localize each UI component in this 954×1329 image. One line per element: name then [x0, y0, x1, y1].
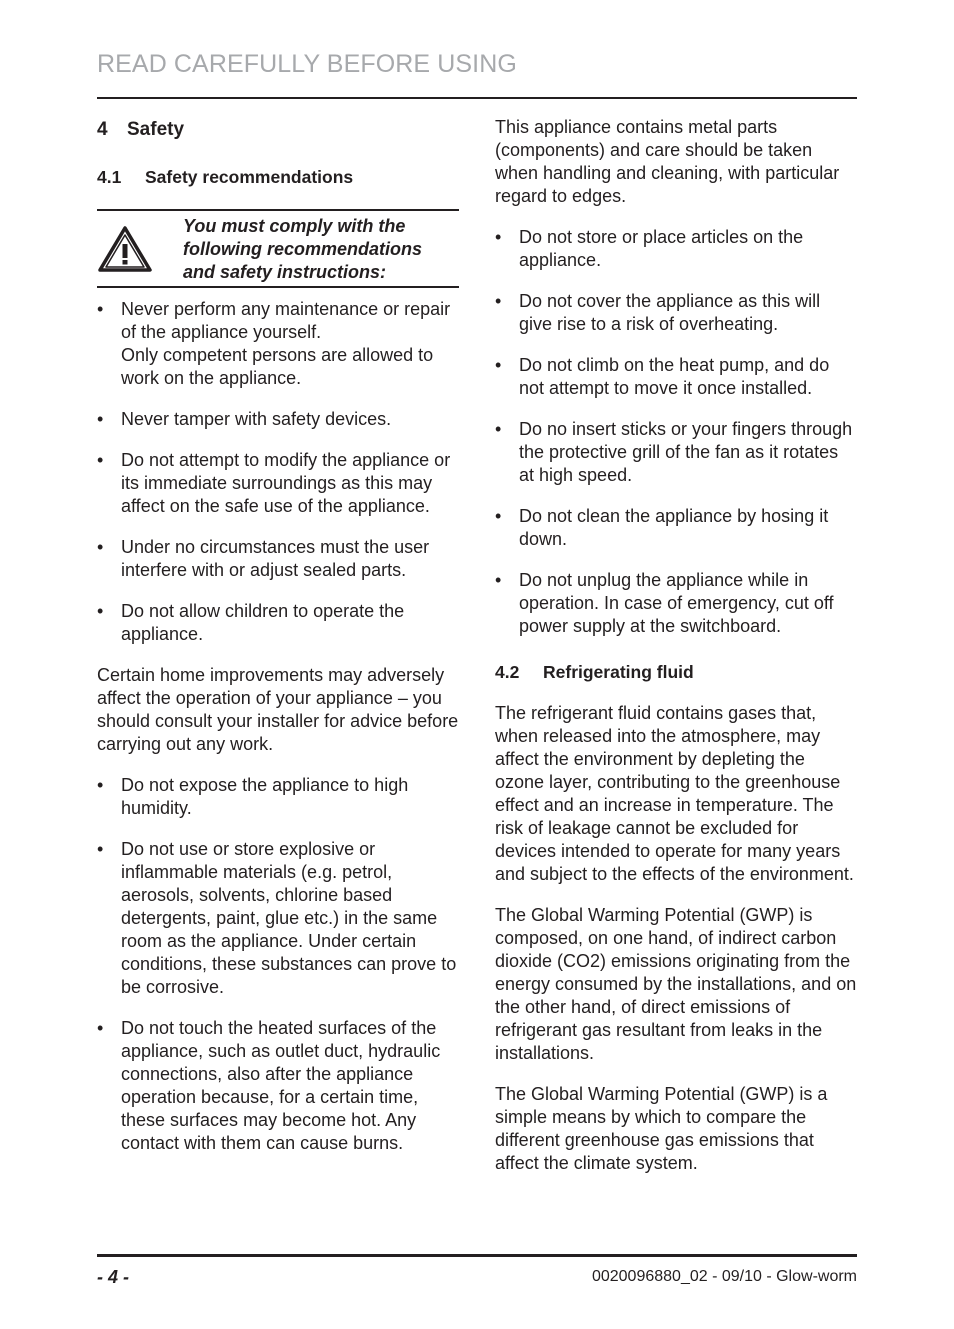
subsection-heading-4-2 [495, 661, 857, 684]
list-item: • Under no circumstances must the user interfere with or adjust sealed parts. [97, 536, 459, 582]
safety-bullet-list-2 [97, 774, 459, 1155]
list-item: • Do not expose the appliance to high humidity. [97, 774, 459, 820]
section-number: 4 [97, 119, 108, 140]
list-item: • Do not climb on the heat pump, and do not attempt to move it once installed. [495, 354, 857, 400]
metal-parts-paragraph: This appliance contains metal parts (components) and care should be taken when handling and cleaning, with particular regard to edges. [495, 117, 840, 206]
list-item: • Do not cover the appliance as this will give rise to a risk of overheating. [495, 290, 857, 336]
list-item: • Do not use or store explosive or inflammable materials (e.g. petrol, aerosols, solvents, chlorine based detergents, paint, glue etc.) in the same room as the appliance. Under certain conditions, these substances can prove to be corrosive. [97, 838, 459, 999]
list-item: • Do not touch the heated surfaces of the appliance, such as outlet duct, hydraulic connections, also after the appliance operation because, for a certain time, these surfaces may become hot. Any contact with them can cause burns. [97, 1017, 459, 1155]
subsection-number: 4.1 [97, 167, 122, 187]
section-heading [97, 118, 459, 141]
list-item: • Never perform any maintenance or repair of the appliance yourself. Only competent persons are allowed to work on the appliance. [97, 298, 459, 390]
list-item: • Never tamper with safety devices. [97, 408, 459, 431]
list-item: • Do not unplug the appliance while in operation. In case of emergency, cut off power supply at the switchboard. [495, 569, 857, 638]
subsection-title: Safety recommendations [145, 167, 354, 187]
document-reference: 0020096880_02 - 09/10 - Glow-worm [591, 1268, 857, 1285]
header-rule [97, 97, 857, 99]
subsection-title: Refrigerating fluid [543, 662, 694, 682]
safety-bullet-list-1 [97, 298, 459, 646]
list-item: • Do no insert sticks or your fingers through the protective grill of the fan as it rotates at high speed. [495, 418, 857, 487]
warning-text: You must comply with the following recommendations and safety instructions: [183, 216, 423, 282]
section-title: Safety [127, 119, 185, 140]
gwp-paragraph-1: The Global Warming Potential (GWP) is composed, on one hand, of indirect carbon dioxide (CO2) emissions originating from the energy consumed by the installations, and on the other hand, of direct emissions of refrigerant gas resultant from leaks in the installations. [495, 905, 857, 1063]
home-improvements-paragraph: Certain home improvements may adversely affect the operation of your appliance – you should consult your installer for advice before carrying out any work. [97, 665, 459, 754]
subsection-number: 4.2 [495, 662, 520, 682]
page-number: - 4 - [97, 1267, 130, 1287]
gwp-paragraph-2: The Global Warming Potential (GWP) is a simple means by which to compare the different greenhouse gas emissions that affect the climate system. [495, 1084, 828, 1173]
right-column [495, 116, 857, 1175]
page-header-title: READ CAREFULLY BEFORE USING [97, 50, 517, 78]
list-item: • Do not clean the appliance by hosing it down. [495, 505, 857, 551]
list-item: • Do not attempt to modify the appliance or its immediate surroundings as this may affect on the safe use of the appliance. [97, 449, 459, 518]
left-column [97, 115, 459, 1155]
footer-rule [97, 1254, 857, 1257]
warning-box [97, 209, 459, 288]
subsection-heading-4-1 [97, 166, 459, 189]
refrigerant-paragraph: The refrigerant fluid contains gases that, when released into the atmosphere, may affect the environment by depleting the ozone layer, contributing to the greenhouse effect and an increase in temperature. The risk of leakage cannot be excluded for devices intended to operate for many years and subject to the effects of the environment. [495, 703, 854, 884]
list-item: • Do not allow children to operate the appliance. [97, 600, 459, 646]
appliance-bullet-list [495, 226, 857, 638]
list-item: • Do not store or place articles on the appliance. [495, 226, 857, 272]
warning-triangle-icon [97, 215, 183, 283]
